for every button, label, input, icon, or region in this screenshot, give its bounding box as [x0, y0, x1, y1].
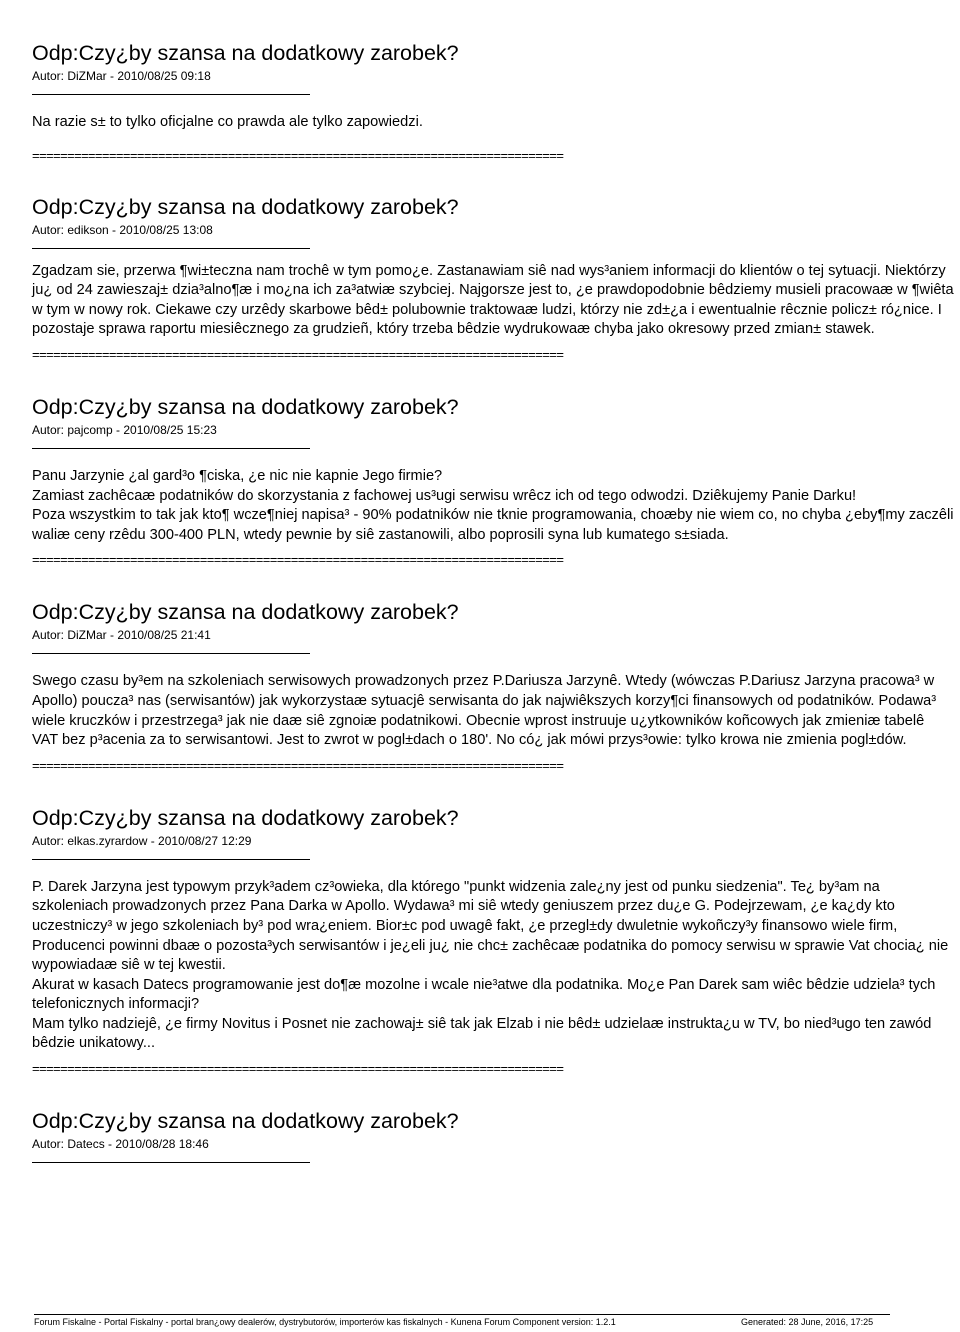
post-author-date: Autor: pajcomp - 2010/08/25 15:23 [32, 422, 217, 437]
post-title: Odp:Czy¿by szansa na dodatkowy zarobek? [32, 600, 459, 625]
post [32, 806, 954, 1076]
post-paragraph: Mam tylko nadziejê, ¿e firmy Novitus i Posnet nie zachowaj± siê tak jak Elzab i nie bêd± udzielaæ instrukta¿u w TV, bo nied³ugo ten zawód bêdzie unikatowy... [32, 1015, 932, 1052]
post-paragraph: Na razie s± to tylko oficjalne co prawda ale tylko zapowiedzi. [32, 114, 423, 130]
post-author-date: Autor: edikson - 2010/08/25 13:08 [32, 222, 213, 237]
post [32, 195, 954, 362]
footer-site-info: Forum Fiskalne - Portal Fiskalny - portal bran¿owy dealerów, dystrybutorów, importerów kas fiskalnych - Kunena Forum Component version: 1.2.1 [34, 1317, 616, 1327]
post-author-date: Autor: DiZMar - 2010/08/25 09:18 [32, 69, 211, 83]
post-body [32, 672, 954, 750]
divider [32, 859, 310, 860]
post-author-date: Autor: Datecs - 2010/08/28 18:46 [32, 1137, 209, 1152]
post-body [32, 262, 954, 340]
post-paragraph: Swego czasu by³em na szkoleniach serwisowych prowadzonych przez P.Dariusza Jarzynê. Wtedy (wówczas P.Dariusz Jarzyna pracowa³ w Apollo) poucza³ nas (serwisantów) jak wykorzystaæ sytuacjê serwisanta do jak najwiêkszych korzy¶ci finansowych od podatników. Podawa³ wiele kruczków i przestrzega³ jak nie daæ siê zgnoiæ podatnikowi. Obecnie wprost instruuje u¿ytkowników koñcowych jak zmieniæ tabelê VAT bez p³acenia za to serwisantowi. Jest to zwrot w pogl±dach o 180'. No có¿ jak mówi przys³owie: tylko krowa nie zmienia pogl±dów. [32, 673, 937, 749]
post-separator: ============================================================================ [32, 1062, 564, 1077]
footer-generated-date: Generated: 28 June, 2016, 17:25 [741, 1317, 874, 1327]
post-paragraph: P. Darek Jarzyna jest typowym przyk³adem cz³owieka, dla którego "punkt widzenia zale¿ny jest od punku siedzenia". Te¿ by³am na szkoleniach prowadzonych przez Pana Darka w Apollo. Wydawa³ mi siê wtedy geniuszem przez du¿e G. Podejrzewam, ¿e ka¿dy kto uczestniczy³ w jego szkoleniach by³ pod wra¿eniem. Bior±c pod uwagê fakt, ¿e przegl±dy dwuletnie wykoñczy³y finansowo wiele firm, Producenci powinni dbaæ o pozosta³ych serwisantów i je¿eli ju¿ nie chc± zachêcaæ podatnika do pomocy serwisu w sprawie Vat chocia¿ nie wypowiadaæ siê w tej kwestii. [32, 878, 949, 974]
divider [32, 653, 310, 654]
post-paragraph: Zamiast zachêcaæ podatników do skorzystania z fachowej us³ugi serwisu wrêcz ich od tego odwodzi. Dziêkujemy Panie Darku! [32, 487, 857, 504]
footer-divider [34, 1314, 890, 1315]
post-separator: ============================================================================ [32, 347, 564, 362]
divider [32, 94, 310, 95]
post-paragraph: Zgadzam sie, przerwa ¶wi±teczna nam trochê w tym pomo¿e. Zastanawiam siê nad wys³aniem informacji do klientów o tej sytuacji. Niektórzy ju¿ od 24 zawieszaj± dzia³alno¶æ i mo¿na ich za³atwiæ szybciej. Najgorsze jest to, ¿e prawdopodobnie bêdziemy musieli pracowaæ w ¶wiêta w tym w nowy rok. Ciekawe czy urzêdy skarbowe bêd± polubownie traktowaæ ludzi, którzy nie zd±¿a i ewentualnie rêcznie policz± ró¿nice. I pozostaje sprawa raportu miesiêcznego za grudzieñ, który trzeba bêdzie wydrukowaæ chyba jako okresowy przed zmian± stawek. [32, 262, 954, 338]
post-paragraph: Panu Jarzynie ¿al gard³o ¶ciska, ¿e nic nie kapnie Jego firmie? [32, 467, 443, 484]
post-author-date: Autor: elkas.zyrardow - 2010/08/27 12:29 [32, 833, 252, 848]
post-body [32, 467, 954, 545]
post-separator: ============================================================================ [32, 553, 564, 568]
divider [32, 1162, 310, 1163]
post [32, 395, 954, 567]
post-separator: ============================================================================ [32, 758, 564, 773]
post-separator: ============================================================================ [32, 148, 564, 163]
post-paragraph: Poza wszystkim to tak jak kto¶ wcze¶niej napisa³ - 90% podatników nie tknie programowania, choæby nie wiem co, no chyba ¿eby¶my zaczêli waliæ ceny rzêdu 300-400 PLN, wtedy pewnie by siê zastanowili, albo poprosili syna lub kumatego s±siada. [32, 507, 954, 543]
post-title: Odp:Czy¿by szansa na dodatkowy zarobek? [32, 41, 459, 65]
post-author-date: Autor: DiZMar - 2010/08/25 21:41 [32, 628, 211, 643]
post-title: Odp:Czy¿by szansa na dodatkowy zarobek? [32, 805, 459, 830]
post-title: Odp:Czy¿by szansa na dodatkowy zarobek? [32, 394, 459, 419]
post [32, 600, 954, 772]
post [32, 41, 954, 163]
post-title: Odp:Czy¿by szansa na dodatkowy zarobek? [32, 194, 459, 219]
post-paragraph: Akurat w kasach Datecs programowanie jest do¶æ mozolne i wcale nie³atwe dla podatnika. Mo¿e Pan Darek sam wiêc bêdzie udziela³ tych telefonicznych informacji? [32, 976, 936, 1013]
divider [32, 248, 310, 249]
divider [32, 448, 310, 449]
thread-printout [32, 41, 954, 1163]
post-body [32, 113, 954, 133]
post-title: Odp:Czy¿by szansa na dodatkowy zarobek? [32, 1109, 459, 1134]
post [32, 1109, 954, 1163]
post-body [32, 878, 954, 1054]
